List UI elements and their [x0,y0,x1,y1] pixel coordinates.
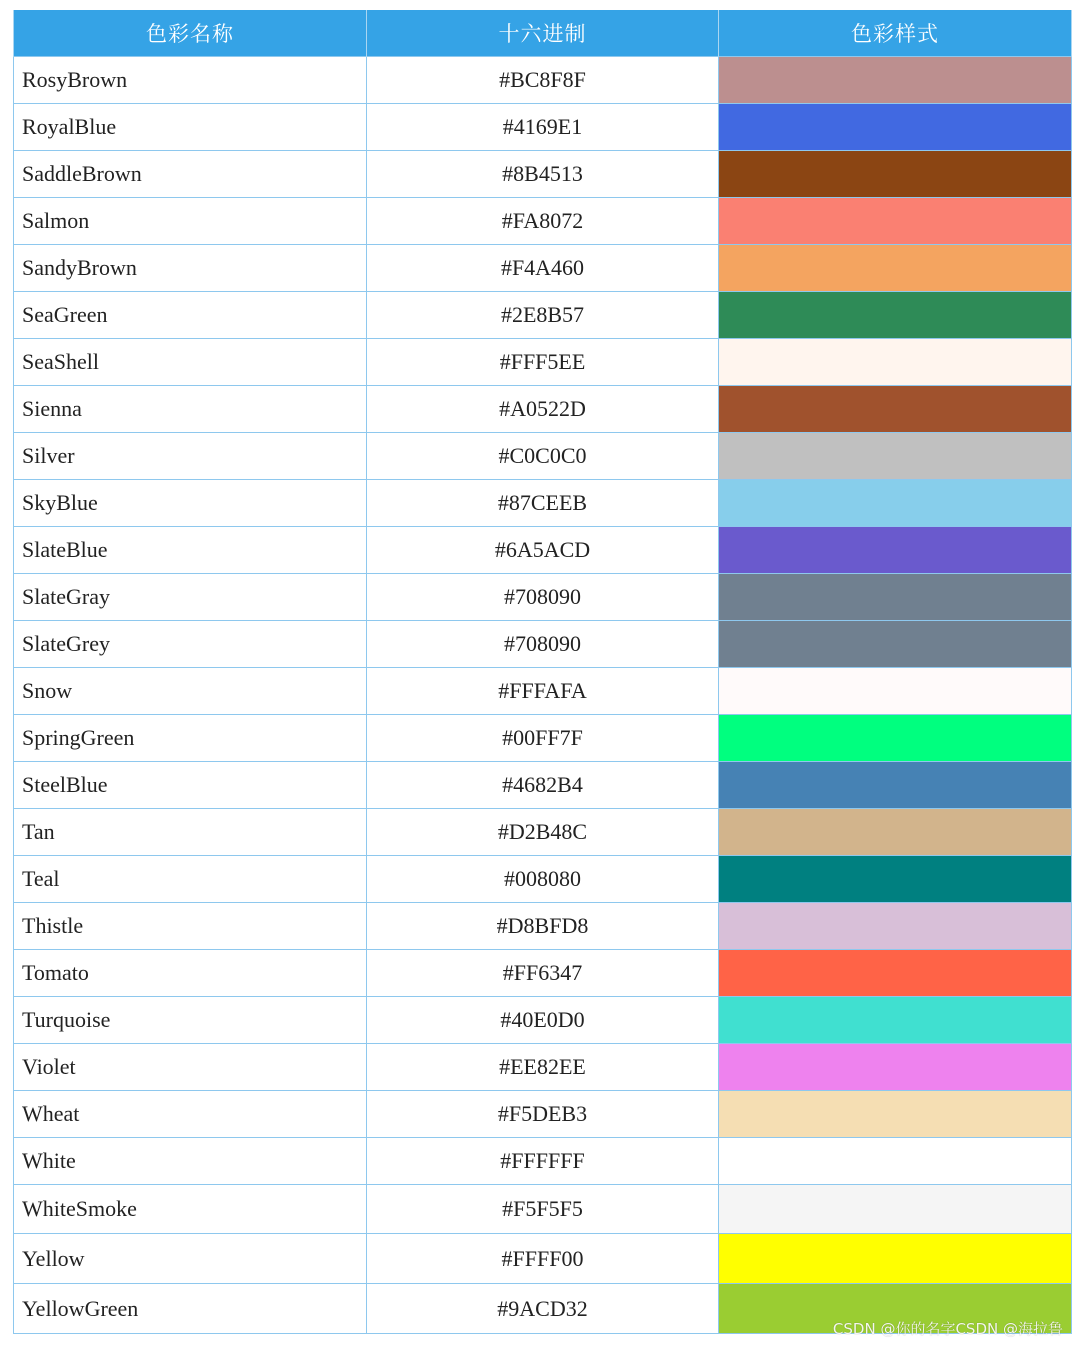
color-swatch [719,1044,1072,1091]
color-name-cell: Yellow [14,1234,367,1284]
color-name-cell: Snow [14,668,367,715]
color-swatch [719,715,1072,762]
color-name-cell: YellowGreen [14,1284,367,1334]
color-name-cell: SlateGrey [14,621,367,668]
color-swatch [719,57,1072,104]
hex-value-cell: #FFFFFF [367,1138,719,1185]
table-row [14,292,1072,339]
table-row [14,903,1072,950]
color-name-cell: Sienna [14,386,367,433]
color-swatch [719,950,1072,997]
hex-value-cell: #EE82EE [367,1044,719,1091]
table-row [14,715,1072,762]
color-swatch [719,1091,1072,1138]
color-swatch [719,151,1072,198]
table-row [14,527,1072,574]
table-row [14,151,1072,198]
hex-value-cell: #9ACD32 [367,1284,719,1334]
hex-value-cell: #FF6347 [367,950,719,997]
color-swatch [719,997,1072,1044]
hex-value-cell: #F4A460 [367,245,719,292]
hex-value-cell: #FFFF00 [367,1234,719,1284]
hex-value-cell: #40E0D0 [367,997,719,1044]
hex-value-cell: #BC8F8F [367,57,719,104]
color-swatch [719,668,1072,715]
table-row [14,856,1072,903]
color-name-cell: White [14,1138,367,1185]
color-swatch [719,856,1072,903]
hex-value-cell: #008080 [367,856,719,903]
color-swatch [719,1234,1072,1284]
table-row [14,762,1072,809]
table-row [14,1091,1072,1138]
color-name-cell: Wheat [14,1091,367,1138]
table-row [14,386,1072,433]
color-name-cell: SandyBrown [14,245,367,292]
table-row [14,104,1072,151]
hex-value-cell: #C0C0C0 [367,433,719,480]
color-swatch [719,621,1072,668]
color-name-cell: WhiteSmoke [14,1185,367,1234]
header-color-name: 色彩名称 [14,10,367,57]
table-row [14,245,1072,292]
color-name-cell: SaddleBrown [14,151,367,198]
hex-value-cell: #F5DEB3 [367,1091,719,1138]
hex-value-cell: #87CEEB [367,480,719,527]
color-name-cell: Turquoise [14,997,367,1044]
color-name-cell: Salmon [14,198,367,245]
color-swatch [719,245,1072,292]
hex-value-cell: #4682B4 [367,762,719,809]
hex-value-cell: #00FF7F [367,715,719,762]
color-name-cell: Tan [14,809,367,856]
hex-value-cell: #4169E1 [367,104,719,151]
hex-value-cell: #708090 [367,574,719,621]
color-name-cell: SeaGreen [14,292,367,339]
color-name-cell: RosyBrown [14,57,367,104]
color-name-cell: Teal [14,856,367,903]
color-swatch [719,527,1072,574]
color-swatch [719,809,1072,856]
table-row [14,621,1072,668]
color-swatch [719,104,1072,151]
table-row [14,809,1072,856]
table-row [14,339,1072,386]
color-swatch [719,292,1072,339]
color-swatch [719,574,1072,621]
color-swatch [719,480,1072,527]
table-row [14,574,1072,621]
table-row [14,950,1072,997]
table-row [14,1234,1072,1284]
table-row [14,1044,1072,1091]
hex-value-cell: #FFF5EE [367,339,719,386]
color-name-cell: SpringGreen [14,715,367,762]
hex-value-cell: #FA8072 [367,198,719,245]
color-name-cell: RoyalBlue [14,104,367,151]
color-table [13,10,1072,1334]
color-name-cell: Tomato [14,950,367,997]
table-row [14,668,1072,715]
header-row [14,10,1072,57]
color-swatch [719,339,1072,386]
color-name-cell: SteelBlue [14,762,367,809]
color-name-cell: Thistle [14,903,367,950]
color-swatch [719,198,1072,245]
color-swatch [719,762,1072,809]
table-row [14,57,1072,104]
header-hex: 十六进制 [367,10,719,57]
table-header [14,10,1072,57]
csdn-watermark: CSDN @你的名字CSDN @海拉鲁 [832,1320,1063,1338]
color-name-cell: Silver [14,433,367,480]
hex-value-cell: #8B4513 [367,151,719,198]
table-row [14,480,1072,527]
color-name-cell: Violet [14,1044,367,1091]
header-color-style: 色彩样式 [719,10,1072,57]
table-row [14,198,1072,245]
table-body [14,57,1072,1334]
table-row [14,1138,1072,1185]
hex-value-cell: #D2B48C [367,809,719,856]
color-swatch [719,1138,1072,1185]
hex-value-cell: #FFFAFA [367,668,719,715]
hex-value-cell: #2E8B57 [367,292,719,339]
color-swatch [719,433,1072,480]
table-row [14,1185,1072,1234]
color-name-cell: SkyBlue [14,480,367,527]
color-swatch [719,1185,1072,1234]
hex-value-cell: #708090 [367,621,719,668]
hex-value-cell: #A0522D [367,386,719,433]
color-name-cell: SlateBlue [14,527,367,574]
color-swatch [719,903,1072,950]
color-name-cell: SlateGray [14,574,367,621]
table-row [14,433,1072,480]
hex-value-cell: #6A5ACD [367,527,719,574]
color-swatch [719,386,1072,433]
table-row [14,997,1072,1044]
hex-value-cell: #D8BFD8 [367,903,719,950]
hex-value-cell: #F5F5F5 [367,1185,719,1234]
color-name-cell: SeaShell [14,339,367,386]
